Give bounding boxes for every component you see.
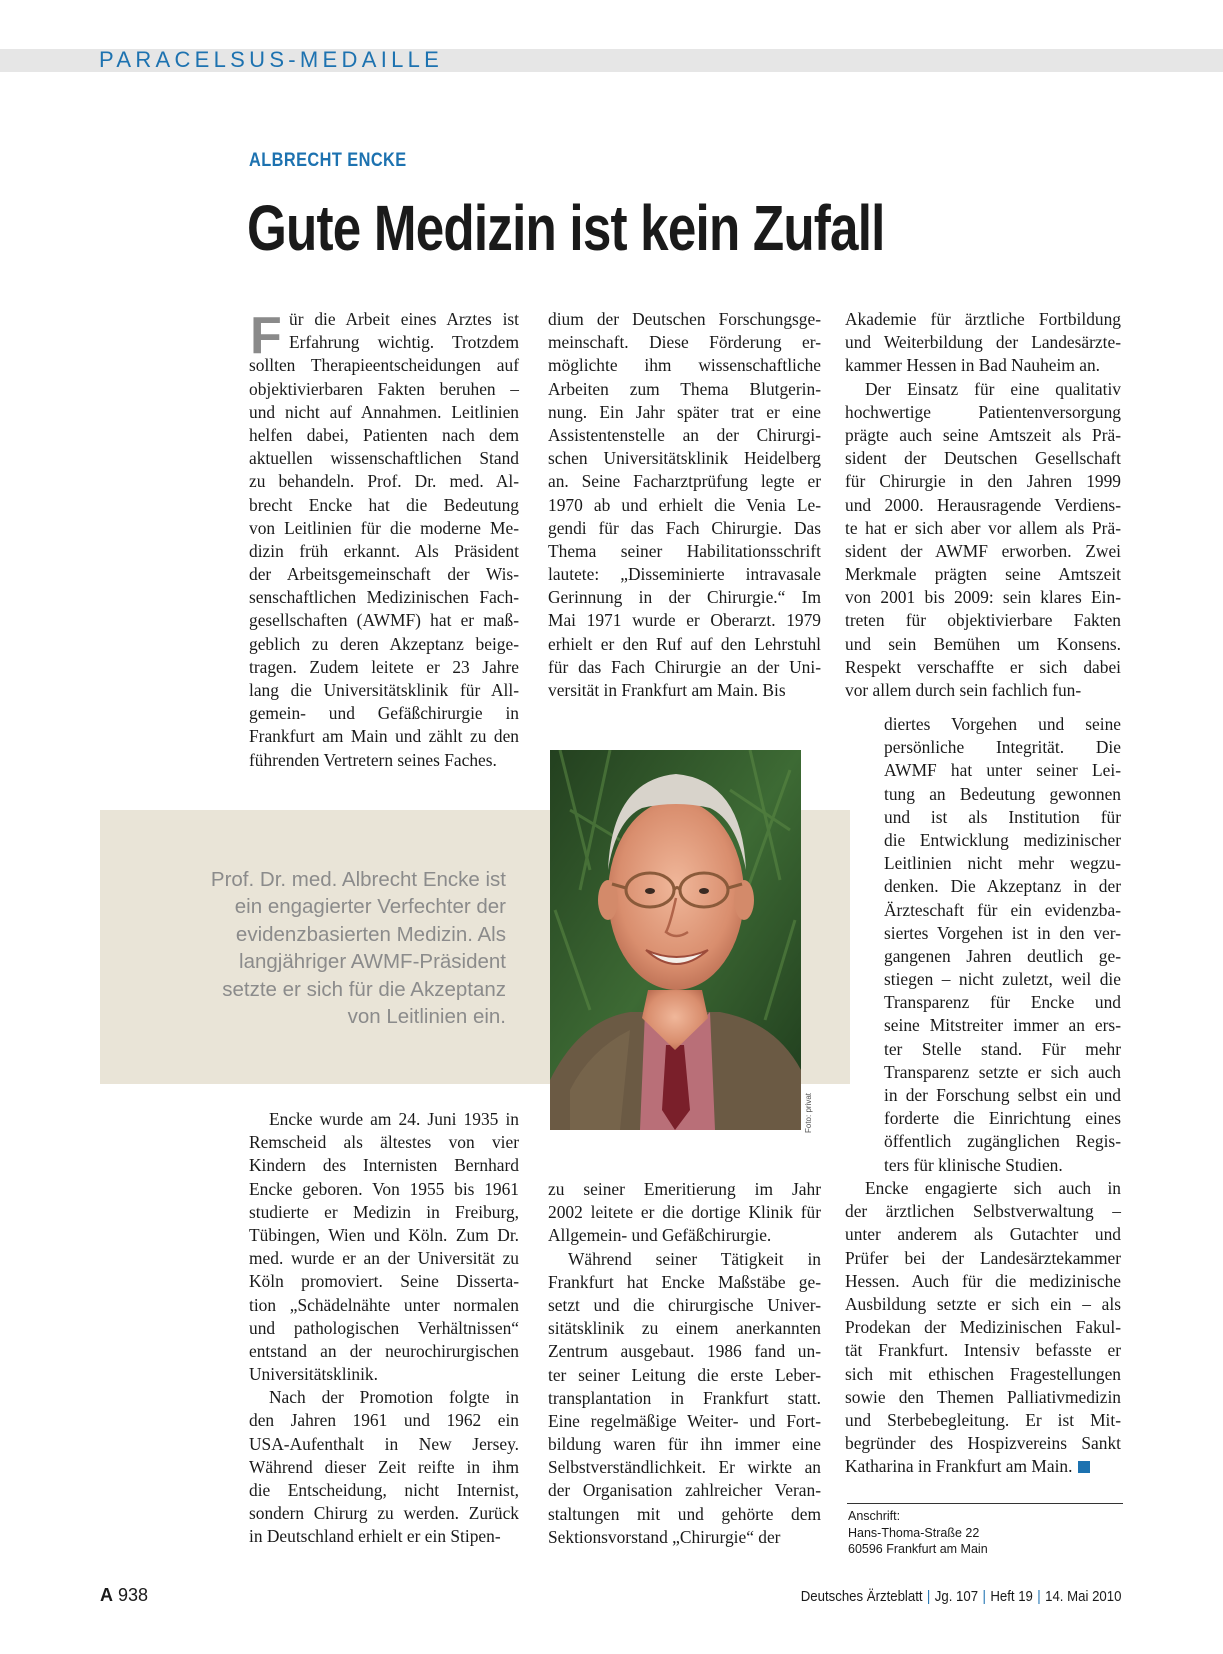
column-2-top bbox=[548, 308, 821, 702]
text-line: und nicht auf Annahmen. Leitlinien bbox=[249, 401, 519, 422]
text-line: kammer Hessen in Bad Nauheim an. bbox=[845, 355, 1100, 376]
text-line: Mai 1971 wurde er Oberarzt. 1979 bbox=[548, 610, 821, 631]
text-line: Akademie für ärztliche Fortbildung bbox=[845, 309, 1121, 329]
text-line: 2002 leitete er die dortige Klinik für bbox=[548, 1202, 821, 1223]
text-line: Hessen. Auch für die medizinische bbox=[845, 1270, 1121, 1291]
text-line: forderte die Einrichtung eines bbox=[884, 1108, 1121, 1129]
text-line: dium der Deutschen Forschungsge- bbox=[548, 309, 821, 329]
text-line: und sein Bemühen um Konsens. bbox=[845, 633, 1121, 654]
page-number: 938 bbox=[118, 1585, 149, 1605]
journal-date: 14. Mai 2010 bbox=[1044, 1588, 1121, 1605]
page-prefix: A bbox=[100, 1585, 113, 1605]
text-line: Encke engagierte sich auch in bbox=[865, 1178, 1121, 1198]
journal-issue: Heft 19 bbox=[989, 1588, 1033, 1605]
text-line: von 2001 bis 2009: sein klares Ein- bbox=[845, 587, 1121, 608]
text-line: hochwertige Patientenversorgung bbox=[845, 401, 1121, 422]
text-line: die Entwicklung medizinischer bbox=[884, 829, 1121, 850]
text-line: sitätsklinik zu einem anerkannten bbox=[548, 1318, 821, 1339]
text-line: Der Einsatz für eine qualitativ bbox=[865, 378, 1121, 399]
text-line: prägte auch seine Amtszeit als Prä- bbox=[845, 424, 1121, 445]
text-line: begründer des Hospizvereins Sankt bbox=[845, 1433, 1121, 1454]
address-label: Anschrift: bbox=[848, 1509, 901, 1523]
text-line: ter seiner Leitung die erste Leber- bbox=[548, 1364, 821, 1385]
text-line: führenden Vertretern seines Faches. bbox=[249, 749, 497, 770]
pullquote-line: langjähriger AWMF-Präsident bbox=[239, 950, 506, 974]
text-line: studierte er Medizin in Freiburg, bbox=[249, 1201, 519, 1222]
text-line: ters für klinische Studien. bbox=[884, 1154, 1063, 1175]
text-line: Köln promoviert. Seine Disserta- bbox=[249, 1271, 519, 1292]
text-line: Respekt verschaffte er sich dabei bbox=[845, 656, 1121, 677]
text-line: treten für objektivierbare Fakten bbox=[845, 610, 1121, 631]
text-line: denken. Die Akzeptanz in der bbox=[884, 876, 1121, 897]
text-line: Frankfurt am Main und zählt zu den bbox=[249, 726, 519, 747]
text-line: und Weiterbildung der Landesärzte- bbox=[845, 332, 1121, 353]
text-line: Thema seiner Habilitationsschrift bbox=[548, 540, 821, 561]
text-line: senschaftlichen Medizinischen Fach- bbox=[249, 587, 519, 608]
text-line: persönliche Integrität. Die bbox=[884, 737, 1121, 758]
column-1-top bbox=[249, 308, 519, 772]
text-line: diertes Vorgehen und seine bbox=[884, 714, 1121, 734]
text-line: AWMF hat unter seiner Lei- bbox=[884, 760, 1121, 781]
text-line: sondern Chirurg zu werden. Zurück bbox=[249, 1503, 519, 1524]
text-line: Allgemein- und Gefäßchirurgie. bbox=[548, 1225, 772, 1246]
column-3-narrow bbox=[884, 713, 1121, 1177]
text-line: seine Mitstreiter immer an ers- bbox=[884, 1015, 1121, 1036]
drop-cap: F bbox=[250, 307, 282, 365]
pullquote-line: Prof. Dr. med. Albrecht Encke ist bbox=[210, 868, 506, 891]
address-rule bbox=[847, 1503, 1123, 1504]
text-line: in Deutschland erhielt er ein Stipen- bbox=[249, 1526, 501, 1547]
section-label: PARACELSUS-MEDAILLE bbox=[99, 47, 444, 72]
text-line: gemein- und Gefäßchirurgie in bbox=[249, 703, 519, 724]
text-line: sident der AWMF erworben. Zwei bbox=[845, 540, 1121, 561]
address-block bbox=[848, 1508, 988, 1558]
portrait-photo bbox=[550, 750, 801, 1130]
text-line: entstand an der neurochirurgischen bbox=[249, 1340, 519, 1361]
text-line: Während seiner Tätigkeit in bbox=[568, 1248, 821, 1269]
text-line: Kindern des Internisten Bernhard bbox=[249, 1155, 519, 1176]
text-line: Encke geboren. Von 1955 bis 1961 bbox=[249, 1178, 519, 1199]
text-line: Gerinnung in der Chirurgie.“ Im bbox=[548, 587, 821, 608]
text-line: und 2000. Herausragende Verdiens- bbox=[845, 494, 1121, 515]
pullquote-line: setzte er sich für die Akzeptanz bbox=[222, 977, 506, 1001]
end-of-article-square bbox=[1078, 1461, 1090, 1473]
text-line: stiegen – nicht zuletzt, weil die bbox=[884, 969, 1121, 990]
text-line: Ärzteschaft für ein evidenzba- bbox=[884, 899, 1121, 920]
text-line: nung. Ein Jahr später trat er eine bbox=[548, 401, 821, 422]
text-line: gendi für das Fach Chirurgie. Das bbox=[548, 517, 821, 538]
text-line: Frankfurt hat Encke Maßstäbe ge- bbox=[548, 1271, 821, 1292]
column-3-bottom bbox=[845, 1177, 1121, 1478]
column-1-bottom bbox=[249, 1108, 519, 1549]
text-line: sollten Therapieentscheidungen auf bbox=[249, 355, 519, 376]
text-line: Tübingen, Wien und Köln. Zum Dr. bbox=[249, 1224, 519, 1245]
text-line: für das Fach Chirurgie an der Uni- bbox=[548, 656, 821, 677]
journal-name: Deutsches Ärzteblatt bbox=[800, 1588, 923, 1605]
text-line: sident der Deutschen Gesellschaft bbox=[845, 448, 1121, 469]
column-2-bottom bbox=[548, 1178, 821, 1549]
text-line: objektivierbaren Fakten beruhen – bbox=[249, 378, 519, 399]
text-line: Transparenz setzte er sich auch bbox=[884, 1061, 1121, 1082]
text-line: geblich zu deren Akzeptanz beige- bbox=[249, 633, 519, 654]
address-street: Hans-Thoma-Straße 22 bbox=[848, 1525, 980, 1540]
text-line: und Sterbebegleitung. Er ist Mit- bbox=[845, 1409, 1121, 1430]
pullquote bbox=[150, 866, 506, 1030]
text-line: versität in Frankfurt am Main. Bis bbox=[548, 680, 786, 700]
text-line: sowie den Themen Palliativmedizin bbox=[845, 1386, 1121, 1407]
text-line: der ärztlichen Selbstverwaltung – bbox=[845, 1201, 1121, 1222]
text-line: brecht Encke hat die Bedeutung bbox=[249, 494, 519, 515]
text-line: und pathologischen Verhältnissen“ bbox=[249, 1317, 519, 1338]
pullquote-line: ein engagierter Verfechter der bbox=[234, 895, 506, 919]
footer-separator: | bbox=[982, 1588, 986, 1605]
text-line: zu seiner Emeritierung im Jahr bbox=[548, 1179, 821, 1199]
text-line: gangenen Jahren deutlich ge- bbox=[884, 945, 1121, 966]
text-line: meinschaft. Diese Förderung er- bbox=[548, 332, 821, 353]
text-line: aktuellen wissenschaftlichen Stand bbox=[249, 448, 519, 469]
text-line: Ausbildung setzte er sich ein – als bbox=[845, 1293, 1121, 1314]
text-line: Transparenz für Encke und bbox=[884, 992, 1121, 1013]
address-city: 60596 Frankfurt am Main bbox=[848, 1542, 988, 1556]
text-line: ür die Arbeit eines Arztes ist bbox=[289, 309, 519, 329]
text-line: Sektionsvorstand „Chirurgie“ der bbox=[548, 1526, 781, 1547]
text-line: Während dieser Zeit reifte in ihm bbox=[249, 1456, 519, 1477]
text-line: Assistentenstelle an der Chirurgi- bbox=[548, 424, 821, 445]
text-line: staltungen mit und gehörte dem bbox=[548, 1503, 821, 1524]
page-folio bbox=[100, 1585, 148, 1606]
text-line: Eine regelmäßige Weiter- und Fort- bbox=[548, 1410, 821, 1431]
text-line: Nach der Promotion folgte in bbox=[269, 1387, 519, 1408]
text-line: Universitätsklinik. bbox=[249, 1364, 378, 1385]
text-line: und ist als Institution für bbox=[884, 806, 1121, 827]
text-line: ter Stelle stand. Für mehr bbox=[884, 1038, 1121, 1059]
text-line: öffentlich zugänglichen Regis- bbox=[884, 1131, 1121, 1152]
text-line: an. Seine Facharztprüfung legte er bbox=[548, 471, 821, 492]
text-line: unter anderem als Gutachter und bbox=[845, 1224, 1121, 1245]
text-line: helfen dabei, Patienten nach dem bbox=[249, 424, 519, 445]
text-line: Arbeiten zum Thema Blutgerin- bbox=[548, 378, 821, 399]
text-line: bildung waren für ihn immer eine bbox=[548, 1434, 821, 1455]
text-line: dizin früh erkannt. Als Präsident bbox=[249, 540, 519, 561]
text-line: tung an Bedeutung gewonnen bbox=[884, 783, 1121, 804]
text-line: Leitlinien nicht mehr wegzu- bbox=[884, 853, 1121, 874]
text-line: vor allem durch sein fachlich fun- bbox=[845, 680, 1082, 700]
text-line: der Organisation zahlreicher Veran- bbox=[548, 1480, 821, 1501]
text-line: Katharina in Frankfurt am Main. bbox=[845, 1455, 1121, 1478]
text-line: der Arbeitsgemeinschaft der Wis- bbox=[249, 564, 519, 585]
text-line: Merkmale prägten seine Amtszeit bbox=[845, 564, 1121, 585]
text-line: tragen. Zudem leitete er 23 Jahre bbox=[249, 656, 519, 677]
text-line: USA-Aufenthalt in New Jersey. bbox=[249, 1433, 519, 1454]
text-line: Selbstverständlichkeit. Er wirkte an bbox=[548, 1457, 821, 1478]
text-line: Zentrum ausgebaut. 1986 fand un- bbox=[548, 1341, 821, 1362]
text-line: von Leitlinien für die moderne Me- bbox=[249, 517, 519, 538]
text-line: setzt und die chirurgische Univer- bbox=[548, 1294, 821, 1315]
text-line: tät Frankfurt. Intensiv befasste er bbox=[845, 1340, 1121, 1361]
text-line: sich mit ethischen Fragestellungen bbox=[845, 1363, 1121, 1384]
text-line: te hat er sich aber vor allem als Prä- bbox=[845, 517, 1121, 538]
text-line: schen Universitätsklinik Heidelberg bbox=[548, 448, 821, 469]
article-kicker: ALBRECHT ENCKE bbox=[249, 150, 407, 171]
text-line: in der Forschung selbst ein und bbox=[884, 1085, 1121, 1105]
text-line: med. wurde er an der Universität zu bbox=[249, 1248, 519, 1269]
portrait-image bbox=[550, 750, 801, 1130]
journal-volume: Jg. 107 bbox=[934, 1588, 978, 1605]
text-line: lang die Universitätsklinik für All- bbox=[249, 680, 519, 700]
photo-credit: Foto: privat bbox=[804, 1092, 813, 1133]
text-line: Remscheid als ältestes von vier bbox=[249, 1132, 519, 1153]
column-3-top bbox=[845, 308, 1121, 702]
text-line: gesellschaften (AWMF) hat er maß- bbox=[249, 610, 519, 631]
journal-footer bbox=[800, 1588, 1121, 1605]
text-line: siertes Vorgehen ist in den ver- bbox=[884, 922, 1121, 943]
text-line: für Chirurgie in den Jahren 1999 bbox=[845, 471, 1121, 492]
text-line: möglichte ihm wissenschaftliche bbox=[548, 355, 821, 376]
text-line: transplantation in Frankfurt statt. bbox=[548, 1387, 821, 1408]
text-line: Prodekan der Medizinischen Fakul- bbox=[845, 1317, 1121, 1338]
text-line: die Entscheidung, nicht Internist, bbox=[249, 1480, 519, 1500]
text-line: Prüfer bei der Landesärztekammer bbox=[845, 1247, 1121, 1268]
text-line: tion „Schädelnähte unter normalen bbox=[249, 1294, 519, 1315]
text-line: 1970 ab und erhielt die Venia Le- bbox=[548, 494, 821, 515]
text-line: Erfahrung wichtig. Trotzdem bbox=[289, 332, 519, 353]
text-line: zu behandeln. Prof. Dr. med. Al- bbox=[249, 471, 519, 492]
pullquote-line: evidenzbasierten Medizin. Als bbox=[235, 922, 506, 946]
footer-separator: | bbox=[926, 1588, 930, 1605]
text-line: Encke wurde am 24. Juni 1935 in bbox=[269, 1109, 519, 1129]
text-line: erhielt er den Ruf auf den Lehrstuhl bbox=[548, 633, 821, 654]
article-title: Gute Medizin ist kein Zufall bbox=[247, 192, 885, 264]
text-line: lautete: „Disseminierte intravasale bbox=[548, 564, 821, 585]
footer-separator: | bbox=[1036, 1588, 1041, 1605]
pullquote-line: von Leitlinien ein. bbox=[347, 1005, 506, 1029]
text-line: den Jahren 1961 und 1962 ein bbox=[249, 1410, 519, 1431]
